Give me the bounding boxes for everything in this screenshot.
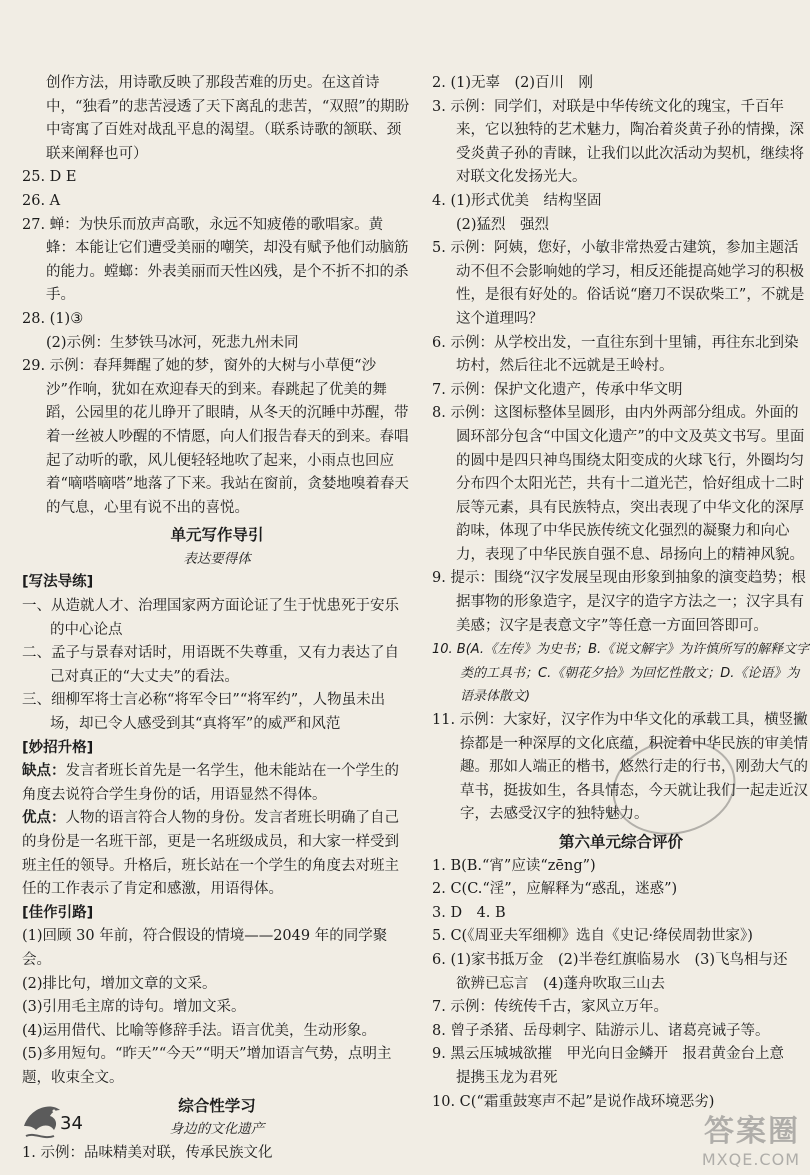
eval-answer-3-4: 3. D 4. B xyxy=(432,904,506,921)
excerpt-item-1: (1)回顾 30 年前，符合假设的情境——2049 年的同学聚会。 xyxy=(22,928,388,968)
answer-28-part1: 28. (1)③ xyxy=(22,310,84,327)
site-watermark xyxy=(702,1106,800,1169)
eval-answer-6: 6. (1)家书抵万金 (2)半卷红旗临易水 (3)飞鸟相与还 欲辨已忘言 (4)蓬舟吹取三山去 xyxy=(432,951,803,992)
excerpt-item-5: (5)多用短句。“昨天”“今天”“明天”增加语言气势，点明主题，收束全文。 xyxy=(22,1046,392,1086)
eval-answer-8: 8. 曾子杀猪、岳母刺字、陆游示儿、诸葛亮诫子等。 xyxy=(432,1022,770,1039)
answer-26: 26. A xyxy=(22,192,61,209)
merit-label: 优点： xyxy=(22,810,66,827)
page-number: 34 xyxy=(60,1113,83,1134)
eval-answer-5: 5. C(《周亚夫军细柳》选自《史记·绛侯周勃世家》) xyxy=(432,928,753,945)
eval-answer-7: 7. 示例：传统传千古，家风立万年。 xyxy=(432,999,668,1016)
eval-answer-9: 9. 黑云压城城欲摧 甲光向日金鳞开 报君黄金台上意 提携玉龙为君死 xyxy=(432,1046,799,1086)
defect-paragraph xyxy=(22,760,412,807)
excerpt-item-2: (2)排比句，增加文章的文采。 xyxy=(22,975,217,992)
defect-label: 缺点： xyxy=(22,763,66,780)
study-section-subtitle: 身边的文化遗产 xyxy=(169,1121,265,1138)
guide-item-3: 三、细柳军将士言必称“将军令曰”“将军约”，人物虽未出场，却已令人感受到其“真将军”的威严和风范 xyxy=(22,692,386,733)
left-column xyxy=(22,72,412,1165)
excerpt-label: [佳作引路] xyxy=(22,904,94,921)
study-answer-4-part1: 4. (1)形式优美 结构坚固 xyxy=(432,192,602,209)
answer-28-part2: (2)示例：生梦铁马冰河，死悲九州未同 xyxy=(46,334,299,351)
study-answer-2: 2. (1)无辜 (2)百川 刚 xyxy=(432,75,594,91)
study-answer-10: 10. B(A.《左传》为史书；B.《说文解字》为许慎所写的解释文字类的工具书；C.《朝花夕拾》为回忆性散文；D.《论语》为语录体散文) xyxy=(432,642,810,705)
evaluation-section-title: 第六单元综合评价 xyxy=(558,833,683,851)
guide-item-2: 二、孟子与景春对话时，用语既不失尊重，又有力表达了自己对真正的“大丈夫”的看法。 xyxy=(22,645,399,685)
study-answer-7: 7. 示例：保护文化遗产，传承中华文明 xyxy=(432,381,683,398)
study-answer-4-part2: (2)猛烈 强烈 xyxy=(456,216,550,233)
answer-29: 29. 示例：春拜舞醒了她的梦，窗外的大树与小草便“沙沙”作响，犹如在欢迎春天的到来。春跳起了优美的舞蹈，公园里的花儿睁开了眼睛，从冬天的沉睡中苏醒，带着一丝被人吵醒的不情愿，向人们报告春天的到来。春唱起了动听的歌，风儿便轻轻地吹了起来，小雨点也回应着“嘀嗒嘀嗒”地落了下来。我站在窗前，贪婪地嗅着春天的气息，心里有说不出的喜悦。 xyxy=(22,358,409,516)
answer-24-continuation: 创作方法，用诗歌反映了那段苦难的历史。在这首诗中，“独看”的悲苦浸透了天下离乱的悲苦，“双照”的期盼中寄寓了百姓对战乱平息的渴望。（联系诗歌的颔联、颈联来阐释也可） xyxy=(46,75,410,162)
study-answer-5: 5. 示例：阿姨，您好，小敏非常热爱古建筑，参加主题活动不但不会影响她的学习，相反还能提高她学习的积极性，是很有好处的。俗话说“磨刀不误砍柴工”，不就是这个道理吗？ xyxy=(432,240,805,327)
answer-27: 27. 蝉：为快乐而放声高歌，永远不知疲倦的歌唱家。黄蜂：本能让它们遭受美丽的嘲笑，却没有赋予他们动脑筋的能力。螳螂：外表美丽而天性凶残，是个不折不扣的杀手。 xyxy=(22,216,409,304)
guide-item-1: 一、从造就人才、治理国家两方面论证了生于忧患死于安乐的中心论点 xyxy=(22,598,399,638)
eval-answer-2: 2. C(C.“淫”，应解释为“惑乱，迷惑”) xyxy=(432,881,678,898)
study-answer-6: 6. 示例：从学校出发，一直往东到十里铺，再往东北到染坊村，然后往北不远就是王岭村。 xyxy=(432,334,799,375)
study-answer-8: 8. 示例：这图标整体呈圆形，由内外两部分组成。外面的圆环部分包含“中国文化遗产”的中文及英文书写。里面的圆中是四只神鸟围绕太阳变成的火球飞行，外圈均匀分布四个太阳光芒，共有十二道光芒，恰好组成十二时辰等元素，具有民族特点，突出表现了中华文化的深厚韵味，体现了中华民族传统文化强烈的凝聚力和向心力，表现了中华民族自强不息、昂扬向上的精神风貌。 xyxy=(432,405,805,563)
upgrade-label: [妙招升格] xyxy=(22,739,94,756)
guide-label: [写法导练] xyxy=(22,574,94,591)
study-section-title: 综合性学习 xyxy=(178,1096,256,1115)
watermark-url: MXQE.COM xyxy=(701,1150,800,1169)
excerpt-item-4: (4)运用借代、比喻等修辞手法。语言优美，生动形象。 xyxy=(22,1022,377,1039)
right-column xyxy=(432,72,810,1114)
eval-answer-1: 1. B(B.“宵”应读“zēng”) xyxy=(432,857,596,874)
excerpt-item-3: (3)引用毛主席的诗句。增加文采。 xyxy=(22,999,246,1016)
writing-section-title: 单元写作导引 xyxy=(170,526,264,545)
merit-paragraph xyxy=(22,807,412,901)
study-answer-1: 1. 示例：品味精美对联，传承民族文化 xyxy=(22,1144,273,1161)
merit-text: 人物的语言符合人物的身份。发言者班长明确了自己的身份是一名班干部，更是一名班级成员，和大家一样受到班主任的领导。升格后，班长站在一个学生的角度去对班主任的工作表示了肯定和感激，用语得体。 xyxy=(22,810,399,898)
study-answer-3: 3. 示例：同学们，对联是中华传统文化的瑰宝，千百年来，它以独特的艺术魅力，陶冶着炎黄子孙的情操，深受炎黄子孙的青睐，让我们以此次活动为契机，继续将对联文化发扬光大。 xyxy=(432,98,804,186)
eval-answer-10: 10. C(“霜重鼓寒声不起”是说作战环境恶劣) xyxy=(432,1093,715,1110)
watermark-logo-text: 答案圈 xyxy=(704,1114,800,1149)
answer-25: 25. D E xyxy=(22,169,77,186)
study-answer-9: 9. 提示：围绕“汉字发展呈现由形象到抽象的演变趋势；根据事物的形象造字，是汉字的造字方法之一；汉字具有美感；汉字是表意文字”等任意一方面回答即可。 xyxy=(432,570,806,634)
defect-text: 发言者班长首先是一名学生，他未能站在一个学生的角度去说符合学生身份的话，用语显然不得体。 xyxy=(22,763,399,803)
study-answer-11: 11. 示例：大家好，汉字作为中华文化的承载工具，横竖撇捺都是一种深厚的文化底蕴，积淀着中华民族的审美情趣。那如人端正的楷书，悠然行走的行书，刚劲大气的草书，挺拔如生，各具情态，今天就让我们一起走近汉字，去感受汉字的独特魅力。 xyxy=(432,712,808,823)
writing-section-subtitle: 表达要得体 xyxy=(183,550,251,567)
